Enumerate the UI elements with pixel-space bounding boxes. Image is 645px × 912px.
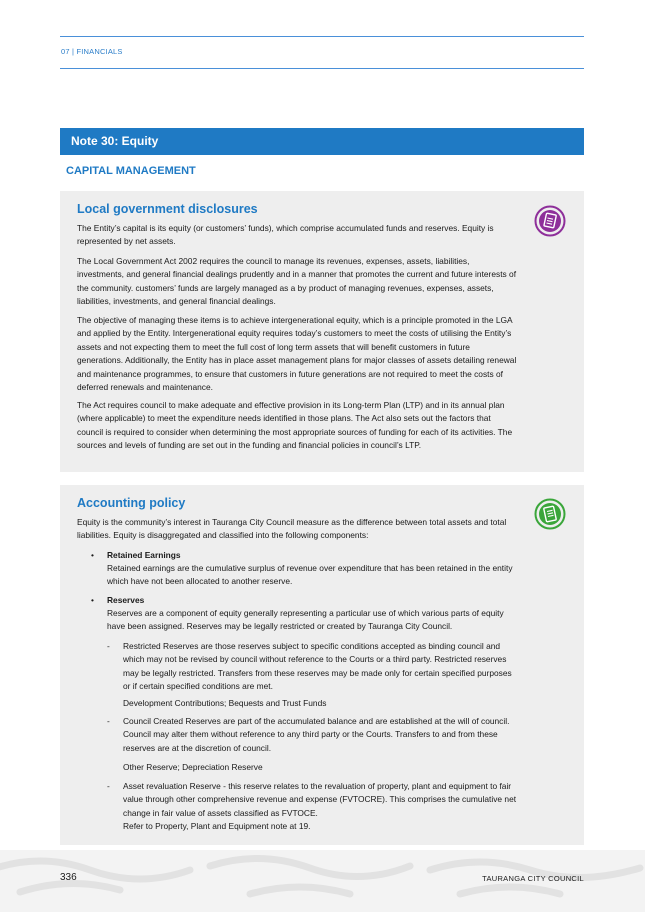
- dash-examples: Other Reserve; Depreciation Reserve: [123, 762, 263, 772]
- organisation-name: TAURANGA CITY COUNCIL: [482, 874, 584, 883]
- disclosures-paragraph: The Entity’s capital is its equity (or customers’ funds), which comprise accumulated funds and reserves. Equity is represented by net assets.: [77, 223, 494, 247]
- section-heading: CAPITAL MANAGEMENT: [66, 165, 196, 177]
- dash-text: Asset revaluation Reserve - this reserve relates to the revaluation of property, plant and equipment to fair value through other comprehensive revenue and expense (FVTOCRE). This comprises the cumulative net change in fair value of assets classified as FVTOCE.: [123, 781, 517, 818]
- header-bottom-rule: [60, 68, 584, 69]
- policy-panel: [60, 485, 584, 845]
- policy-heading: Accounting policy: [77, 496, 186, 510]
- dash-text: Restricted Reserves are those reserves subject to specific conditions accepted as binding council and which may not be revised by council without reference to the Courts or a third party. Restricted reserves may be legally restricted. Transfers from these reserves may be made only for certain specified purposes or if certain specified conditions are met.: [123, 641, 512, 692]
- dash-marker: -: [107, 716, 110, 726]
- dash-marker: -: [107, 781, 110, 791]
- note-title-bar: [60, 128, 584, 155]
- bullet-text: Retained earnings are the cumulative surplus of revenue over expenditure that has been retained in the entity which have not been allocated to another reserve.: [107, 563, 513, 587]
- section-label: 07 | FINANCIALS: [61, 47, 123, 56]
- bullet-title: Reserves: [107, 595, 145, 605]
- bullet-text: Reserves are a component of equity generally representing a particular use of which various parts of equity have been assigned. Reserves may be legally restricted or created by Tauranga City Council.: [107, 608, 504, 632]
- disclosures-paragraph: The Local Government Act 2002 requires the council to manage its revenues, expenses, assets, liabilities, investments, and general financial dealings prudently and in a manner that promotes the current and future interests of the community. customers’ funds are largely managed as a by product of managing revenues, expenses, assets, liabilities, investments, and general financial dealings.: [77, 256, 517, 307]
- bullet-marker: •: [91, 595, 94, 605]
- bullet-marker: •: [91, 550, 94, 560]
- note-title: Note 30: Equity: [71, 134, 159, 148]
- dash-text: Council Created Reserves are part of the accumulated balance and are established at the will of council. Council may alter them without reference to any third party or the Courts. Transfers to and from these reserves are at the discretion of council.: [123, 716, 510, 753]
- dash-note: Refer to Property, Plant and Equipment note at 19.: [123, 821, 311, 831]
- dash-marker: -: [107, 641, 110, 651]
- disclosures-heading: Local government disclosures: [77, 202, 258, 216]
- bullet-title: Retained Earnings: [107, 550, 181, 560]
- page-number: 336: [60, 872, 77, 883]
- header-top-rule: [60, 36, 584, 37]
- book-icon: [534, 205, 566, 237]
- disclosures-paragraph: The objective of managing these items is to achieve intergenerational equity, which is a principle promoted in the LGA and applied by the Entity. Intergenerational equity requires today’s customers to meet the costs of utilising the Entity’s assets and not expecting them to meet the full cost of long term assets that will benefit customers in future generations. Additionally, the Entity has in place asset management plans for major classes of assets detailing renewal and maintenance programmes, to ensure that customers in future generations are not required to meet the costs of deferred renewals and maintenance.: [77, 315, 517, 393]
- disclosures-paragraph: The Act requires council to make adequate and effective provision in its Long-term Plan (LTP) and in its annual plan (where applicable) to meet the expenditure needs identified in those plans. The Act also sets out the factors that council is required to consider when determining the most appropriate sources of funding for each of its activities. The sources and levels of funding are set out in the funding and financial policies in council’s LTP.: [77, 400, 513, 451]
- dash-examples: Development Contributions; Bequests and Trust Funds: [123, 698, 327, 708]
- policy-intro: Equity is the community’s interest in Tauranga City Council measure as the difference between total assets and total liabilities. Equity is disaggregated and classified into the following components:: [77, 517, 507, 541]
- checklist-icon: [534, 498, 566, 530]
- disclosures-panel: [60, 191, 584, 472]
